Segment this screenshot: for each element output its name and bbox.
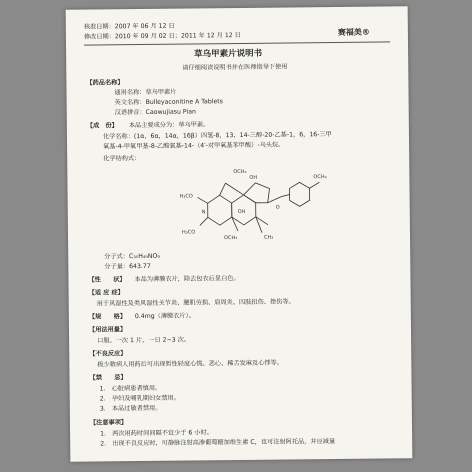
structure-label-ch3: CH₃ — [264, 234, 274, 241]
structure-label-oh: OH — [249, 174, 258, 181]
indication-text: 用于风湿性及类风湿性关节炎、腰肌劳损、肩周炎、四肢扭伤、挫伤等。 — [96, 298, 295, 308]
pinyin-name: 汉语拼音：Caowujiasu Pian — [114, 108, 196, 117]
structure-label-och3: OCH₃ — [224, 235, 238, 242]
section-heading-adverse: 【不良反应】 — [89, 350, 127, 358]
usage-text: 口服。一次 1 片，一日 2~3 次。 — [97, 336, 191, 345]
structure-label-h3co: H₃CO — [179, 193, 193, 200]
section-heading-name: 【药品名称】 — [86, 79, 124, 87]
section-heading-usage: 【用法用量】 — [88, 326, 127, 334]
section-heading-appearance: 【性 状】 — [88, 276, 126, 284]
structure-label-och3: OCH₃ — [313, 174, 327, 181]
document-title: 草乌甲素片说明书 — [194, 48, 263, 60]
section-heading-composition: 【成 份】 — [86, 122, 118, 130]
instruction-leaflet — [66, 6, 413, 462]
section-heading-spec: 【规 格】 — [88, 313, 127, 321]
generic-name: 通用名称：草乌甲素片 — [114, 88, 177, 97]
contraindication-item: 3. 本品过敏者禁用。 — [99, 404, 162, 413]
english-name: 英文名称：Bulleyaconitine A Tablets — [114, 98, 223, 107]
chemical-structure-diagram — [177, 162, 338, 244]
structure-label-h3co: H₃CO — [181, 229, 196, 236]
revision-date: 修改日期：2010 年 09 月 02 日；2011 年 12 月 12 日 — [83, 31, 241, 41]
document-subtitle: 请仔细阅读说明书并在医师指导下使用 — [182, 63, 288, 72]
structure-label-o: O — [275, 204, 280, 211]
molecular-formula: 分子式：C₃₅H₄₉NO₉ — [104, 252, 160, 261]
caution-item: 1. 两次用药时间间隔不宜少于 6 小时。 — [100, 429, 213, 438]
contraindication-item: 2. 孕妇及哺乳期妇女禁用。 — [99, 394, 180, 403]
section-heading-contraindication: 【禁 忌】 — [89, 374, 127, 382]
adverse-text: 极少数病人用药后可出现暂性轻度心慌、恶心、稀舌发麻及心悸等。 — [97, 359, 284, 369]
chemical-name-line2: 氧基-4-甲氧甲基-8-乙酸氧基-14-（4′-对甲氧基苯甲酸）-乌头烷。 — [103, 141, 285, 151]
chemical-name-line1: 化学名称：(1α，6α，14α，16β）四氢-8，13，14-三醇-20-乙基-1，6，16-三甲 — [102, 131, 332, 141]
approval-date: 核准日期：2007 年 06 月 12 日 — [83, 22, 175, 31]
structure-label-och3: OCH₃ — [233, 168, 247, 176]
composition-text: 本品主要成分为：草乌甲素。 — [128, 121, 210, 130]
section-heading-cautions: 【注意事项】 — [89, 419, 128, 427]
section-heading-indication: 【适 应 症】 — [88, 289, 124, 297]
contraindication-item: 1. 心脏病患者慎用。 — [99, 384, 162, 393]
structure-label-n: N — [201, 209, 206, 216]
caution-item: 2. 出现不良反应时，可静脉注射高渗葡萄糖加维生素 C，也可注射阿托品，并应减量 — [100, 438, 336, 448]
brand-logo: 赛福美® — [337, 27, 370, 37]
spec-text: 0.4mg（薄膜衣片）。 — [134, 312, 195, 321]
structure-label-oh: OH — [237, 208, 246, 216]
header-divider — [84, 41, 390, 45]
appearance-text: 本品为薄膜衣片，除去包衣后显白色。 — [134, 274, 240, 284]
structure-label: 化学结构式： — [103, 155, 141, 163]
molecular-weight: 分子量：643.77 — [104, 262, 151, 271]
